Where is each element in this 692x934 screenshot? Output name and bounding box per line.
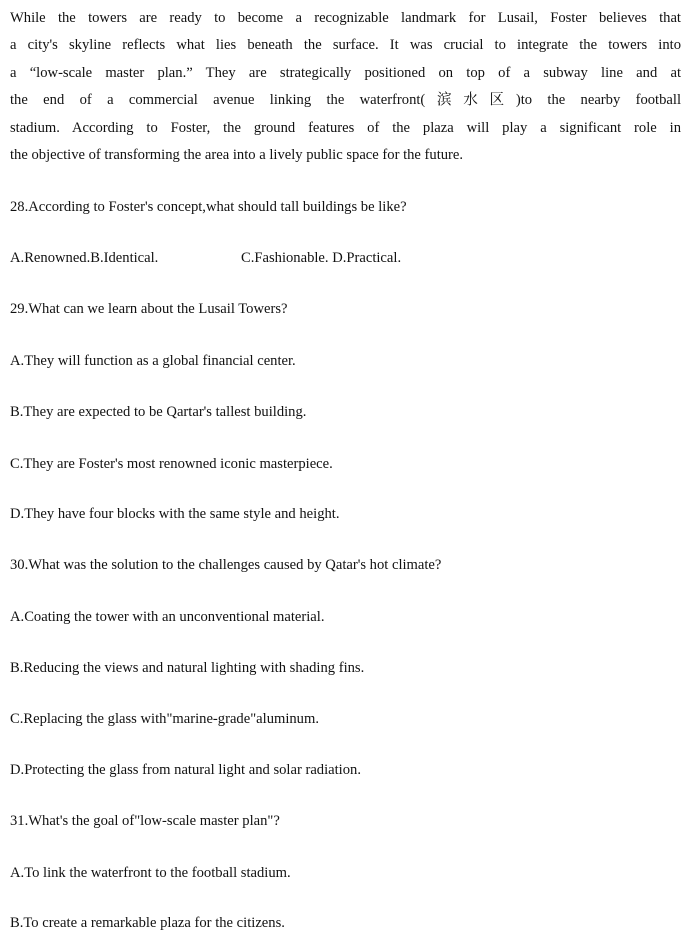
q29-option-a: A.They will function as a global financial center. [10, 353, 296, 369]
q30-option-d: D.Protecting the glass from natural light and solar radiation. [10, 762, 361, 778]
reading-passage [10, 5, 681, 169]
q28-options-c-d: C.Fashionable. D.Practical. [241, 250, 402, 266]
q31-option-b: B.To create a remarkable plaza for the citizens. [10, 915, 285, 931]
question-30: 30.What was the solution to the challenges caused by Qatar's hot climate? [10, 557, 442, 573]
passage-line: a “low-scale master plan.” They are strategically positioned on top of a subway line and at [10, 64, 681, 81]
q28-options-a-b: A.Renowned.B.Identical. [10, 250, 159, 266]
question-29: 29.What can we learn about the Lusail Towers? [10, 301, 288, 317]
q29-option-b: B.They are expected to be Qartar's tallest building. [10, 404, 307, 420]
q30-option-c: C.Replacing the glass with"marine-grade"aluminum. [10, 711, 319, 727]
q29-option-c: C.They are Foster's most renowned iconic masterpiece. [10, 456, 333, 472]
question-31: 31.What's the goal of"low-scale master plan"? [10, 813, 280, 829]
passage-line: a city's skyline reflects what lies beneath the surface. It was crucial to integrate the towers into [10, 37, 681, 54]
q29-option-d: D.They have four blocks with the same style and height. [10, 506, 340, 522]
q31-option-a: A.To link the waterfront to the football stadium. [10, 865, 291, 881]
q30-option-b: B.Reducing the views and natural lighting with shading fins. [10, 660, 365, 676]
q30-option-a: A.Coating the tower with an unconventional material. [10, 609, 325, 625]
question-28: 28.According to Foster's concept,what should tall buildings be like? [10, 199, 407, 215]
passage-line: the end of a commercial avenue linking the waterfront(滨水区)to the nearby football [10, 92, 681, 109]
passage-line: the objective of transforming the area into a lively public space for the future. [10, 146, 464, 163]
passage-line: While the towers are ready to become a recognizable landmark for Lusail, Foster believes that [10, 10, 681, 26]
passage-line: stadium. According to Foster, the ground features of the plaza will play a significant role in [10, 119, 681, 136]
